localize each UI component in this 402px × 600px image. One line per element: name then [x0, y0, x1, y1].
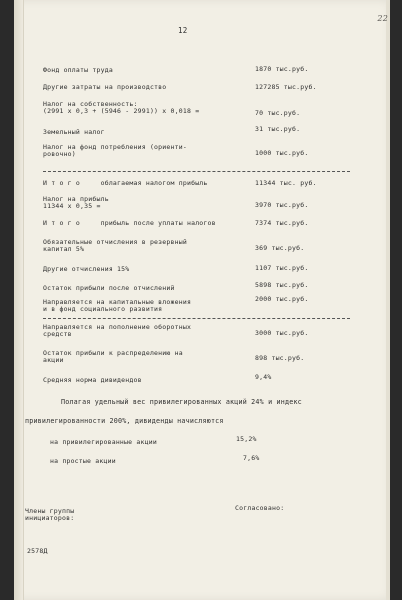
average-dividend-value: 9,4% [255, 373, 272, 381]
taxable-profit-label: И т о г о облагаемая налогом прибыль [43, 179, 208, 187]
capital-investment-value: 2000 тыс.руб. [255, 295, 309, 303]
preferred-dividend-value: 15,2% [236, 435, 257, 443]
property-tax-label: Налог на собственность: (2991 х 0,3 + (5946 - 2991)) х 0,018 = [43, 100, 200, 115]
after-tax-profit-label: И т о г о прибыль после уплаты налогов [43, 219, 216, 227]
profit-tax-value: 3970 тыс.руб. [255, 201, 309, 209]
separator-line-2 [43, 318, 350, 319]
payroll-value: 1870 тыс.руб. [255, 65, 309, 73]
payroll-label: Фонд оплаты труда [43, 66, 113, 74]
dividend-note-line-2: привилегированности 200%, дивиденды начисляются [25, 417, 224, 425]
page-number: 12 [178, 26, 188, 35]
reserve-capital-value: 369 тыс.руб. [255, 244, 305, 252]
share-distribution-value: 898 тыс.руб. [255, 354, 305, 362]
reserve-capital-label: Обязательные отчисления в резервный капитал 5% [43, 238, 187, 253]
production-costs-value: 127285 тыс.руб. [255, 83, 317, 91]
taxable-profit-value: 11344 тыс. руб. [255, 179, 317, 187]
average-dividend-label: Средняя норма дивидендов [43, 376, 142, 384]
dividend-note-line-1: Полагая удельный вес привилегированных акций 24% и индекс [61, 398, 302, 406]
ordinary-dividend-label: на простые акции [50, 457, 116, 465]
consumption-fund-tax-value: 1000 тыс.руб. [255, 149, 309, 157]
working-capital-label: Направляется на пополнение оборотных средств [43, 323, 192, 338]
capital-investment-label: Направляется на капитальные вложения и в фонд социального развития [43, 298, 192, 313]
share-distribution-label: Остаток прибыли к распределению на акции [43, 349, 183, 364]
property-tax-value: 70 тыс.руб. [255, 109, 301, 117]
profit-tax-label: Налог на прибыль 11344 х 0,35 = [43, 195, 109, 210]
ordinary-dividend-value: 7,6% [243, 454, 260, 462]
after-tax-profit-value: 7374 тыс.руб. [255, 219, 309, 227]
land-tax-value: 31 тыс.руб. [255, 125, 301, 133]
document-code: 2578Д [27, 547, 48, 555]
remaining-profit-value: 5898 тыс.руб. [255, 281, 309, 289]
separator-line-1 [43, 171, 350, 172]
corner-handwritten-mark: 22 [377, 14, 388, 23]
remaining-profit-label: Остаток прибыли после отчислений [43, 284, 175, 292]
other-deductions-value: 1107 тыс.руб. [255, 264, 309, 272]
working-capital-value: 3000 тыс.руб. [255, 329, 309, 337]
land-tax-label: Земельный налог [43, 128, 105, 136]
other-deductions-label: Другие отчисления 15% [43, 265, 130, 273]
production-costs-label: Другие затраты на производство [43, 83, 167, 91]
consumption-fund-tax-label: Налог на фонд потребления (ориенти- ровочно) [43, 143, 187, 158]
initiator-group-label: Члены группы инициаторов: [25, 507, 75, 522]
preferred-dividend-label: на привилегированные акции [50, 438, 157, 446]
approved-label: Согласовано: [235, 504, 285, 512]
